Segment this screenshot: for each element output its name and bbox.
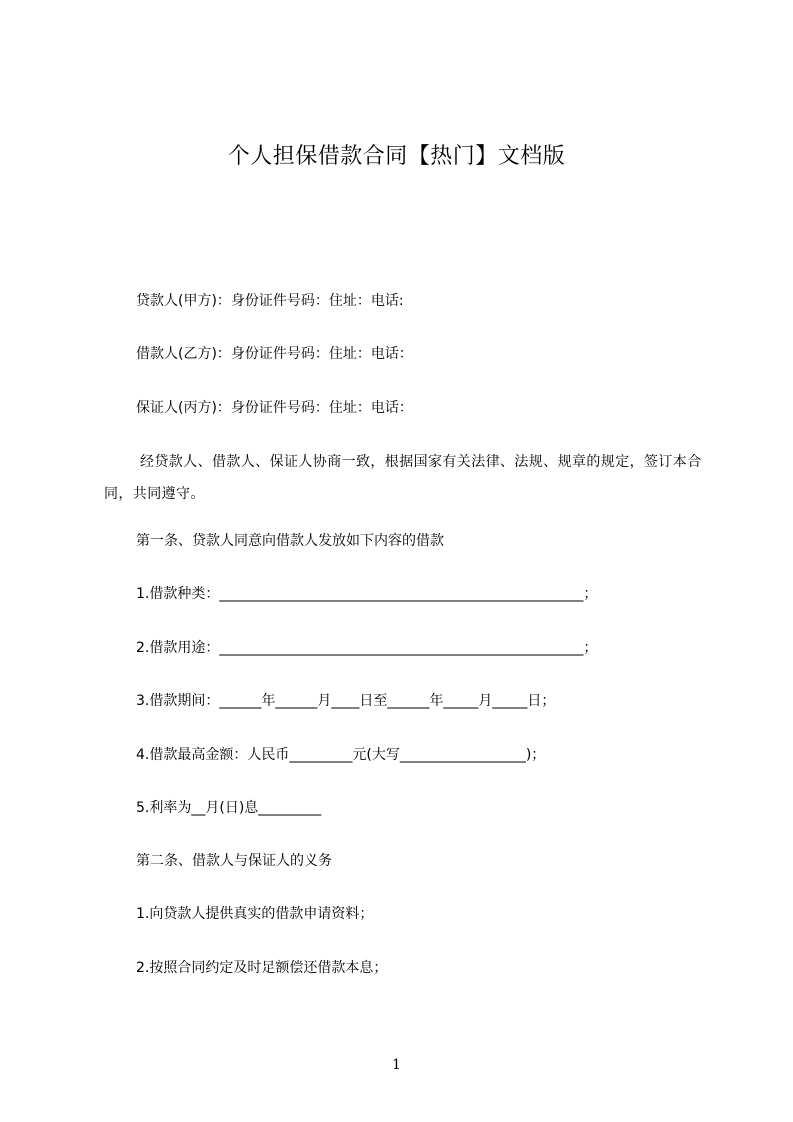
interest-rate-line: 5.利率为__月(日)息_________ — [136, 800, 322, 816]
document-title: 个人担保借款合同【热门】文档版 — [227, 144, 566, 169]
obligation-two-line: 2.按照合同约定及时足额偿还借款本息； — [136, 960, 388, 976]
lender-info-line: 贷款人(甲方)：身份证件号码：住址：电话: — [136, 293, 404, 309]
loan-maximum-amount-line: 4.借款最高金额：人民币_________元(大写__________________)； — [136, 747, 546, 763]
borrower-info-line: 借款人(乙方)：身份证件号码：住址：电话： — [136, 346, 413, 362]
loan-type-line: 1.借款种类：____________________________________________________； — [136, 586, 598, 602]
loan-period-line: 3.借款期间：______年______月____日至______年_____月_____日； — [136, 693, 556, 709]
loan-purpose-line: 2.借款用途：____________________________________________________； — [136, 640, 598, 656]
guarantor-info-line: 保证人(丙方)：身份证件号码：住址：电话： — [136, 400, 413, 416]
article-two-heading: 第二条、借款人与保证人的义务 — [136, 853, 332, 869]
page-number: 1 — [392, 1057, 401, 1073]
preamble-paragraph: 经贷款人、借款人、保证人协商一致，根据国家有关法律、法规、规章的规定，签订本合同，共同遵守。 — [104, 454, 702, 502]
article-one-heading: 第一条、贷款人同意向借款人发放如下内容的借款 — [136, 533, 444, 549]
obligation-one-line: 1.向贷款人提供真实的借款申请资料； — [136, 906, 374, 922]
